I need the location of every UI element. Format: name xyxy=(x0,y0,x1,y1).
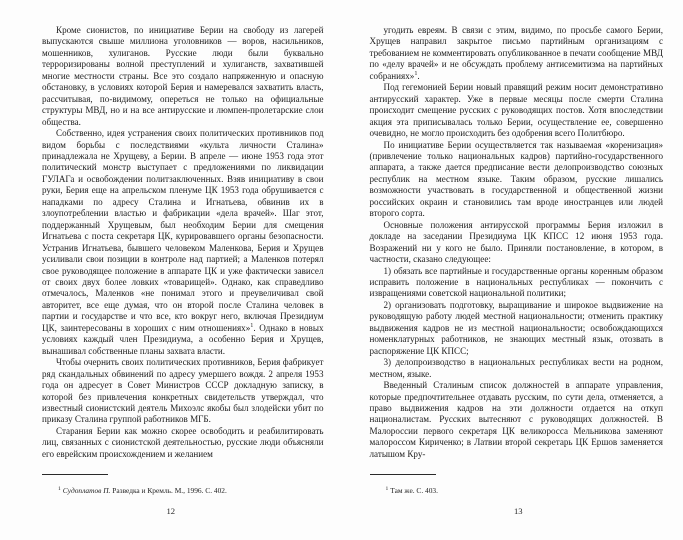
footnote-text xyxy=(58,486,227,495)
left-footnote-zone xyxy=(0,468,342,540)
paragraph: Основные положения антирусской программы Берия изложил в докладе на заседании Президиума ЦК КПСС 12 июня 1953 года. Возражений ни у кого не было. Приняли постановление, в котором, в частности, сказано следующее: xyxy=(369,219,663,265)
footnote-author: Судоплатов П. xyxy=(62,486,111,495)
paragraph: Чтобы очернить своих политических противников, Берия фабрикует ряд скандальных обвинений по адресу умершего вождя. 2 апреля 1953 года он адресует в Совет Министров СССР докладную записку, в которой без привлечения конкретных свидетельств утверждал, что известный сионистский деятель Михоэлс якобы был злодейски убит по приказу Сталина группой работников МГБ. xyxy=(42,357,324,425)
footnote-citation: Там же. С. 403. xyxy=(390,486,438,495)
footnote-citation: Разведка и Кремль. М., 1996. С. 402. xyxy=(110,486,227,495)
page-number: 13 xyxy=(513,506,523,516)
paragraph: угодить евреям. В связи с этим, видимо, по просьбе самого Берии, Хрущев направил закрытое письмо партийным организациям с требованием не комментировать опубликованное в печати сообщение МВД по «делу врачей» и не обсуждать проблему антисемитизма на партийных собраниях»$^1$. xyxy=(369,25,663,81)
footnote-separator-rule xyxy=(370,474,436,475)
right-footnote-zone xyxy=(342,468,683,540)
paragraph: 2) организовать подготовку, выращивание и широкое выдвижение на руководящую работу людей местной национальности; отменить практику выдвижения кадров не из местной национальности; освобождающихся номенклатурных работников, не знающих местный язык, отозвать в распоряжение ЦК КПСС; xyxy=(369,299,663,356)
footnote-marker: 1 xyxy=(58,485,61,492)
paragraph: Введенный Сталиным список должностей в аппарате управления, которые предпочтительнее отдавать русским, по сути дела, отменяется, а право выдвижения кадров на эти должности отдается на откуп националистам. Русских вытесняют с руководящих должностей. В Малороссии первого секретаря ЦК великоросса Мельникова заменяют малороссом Кириченко; в Латвии второй секретарь ЦК Ершов заменяется латышом Кру- xyxy=(369,380,663,459)
right-page-text-column xyxy=(370,25,664,460)
paragraph: Под гегемонией Берии новый правящий режим носит демонстративно антирусский характер. Уже в первые месяцы после смерти Сталина происходит смещение русских с руководящих постов. Хотя впоследствии акция эта приписывалась только Берии, осуществление ее, совершенно очевидно, не могло происходить без одобрения всего Политбюро. xyxy=(369,82,663,139)
page-number: 12 xyxy=(166,506,176,516)
paragraph: 1) обязать все партийные и государственные органы коренным образом исправить положение в национальных республиках — покончить с извращениями советской национальной политики; xyxy=(369,265,663,299)
footnote-marker: 1 xyxy=(385,485,389,492)
page-right xyxy=(342,0,683,540)
left-page-text-column xyxy=(42,25,324,460)
paragraph: Собственно, идея устранения своих политических противников под видом борьбы с последствиями «культа личности Сталина» принадлежала не Хрущеву, а Берии. В апреле — июне 1953 года этот политический монстр выступает с предложениями по ликвидации ГУЛАГа и освобождении политзаключенных. Взяв инициативу в свои руки, Берия еще на апрельском пленуме ЦК 1953 года обрушивается с нападками по адресу Сталина и Игнатьева, обвинив их в злоупотреблении властью и фабрикации «дела врачей». Шаг этот, поддержанный Хрущевым, был необходим Берии для смещения Игнатьева с поста секретаря ЦК, курировавшего органы безопасности. Устранив Игнатьева, бывшего человеком Маленкова, Берия и Хрущев усиливали свои позиции в контроле над партией; а Маленков потерял свое руководящее положение в аппарате ЦК и уже фактически зависел от своих двух более ловких «товарищей». Однако, как справедливо отмечалось, Маленков «не понимал этого и преувеличивал свой авторитет, все еще думая, что он второй после Сталина человек в партии и государстве и что все, кто вокруг него, включая Президиум ЦК, заинтересованы в хороших с ним отношениях»$^1$. Однако в новых условиях каждый член Президиума, а особенно Берия и Хрущев, вынашивал собственные планы захвата власти. xyxy=(42,128,324,356)
paragraph: 3) делопроизводство в национальных республиках вести на родном, местном, языке. xyxy=(369,357,663,379)
footnote-reference: 1 xyxy=(414,69,418,77)
footnote-reference: 1 xyxy=(250,321,254,329)
paragraph: Кроме сионистов, по инициативе Берии на свободу из лагерей выпускаются свыше миллиона уголовников — воров, насильников, мошенников, хулиганов. Русские люди были буквально терроризированы волной преступлений и хулиганств, захватившей многие местности страны. Все это создало напряженную и опасную обстановку, в условиях которой Берия и намеревался захватить власть, рассчитывая, по-видимому, опереться не только на официальные структуры МВД, но и на все антирусские и люмпен-пролетарские слои общества. xyxy=(42,25,324,127)
footnote-text xyxy=(386,486,438,495)
paragraph: Старания Берии как можно скорее освободить и реабилитировать лиц, связанных с сионистской деятельностью, русские люди объясняли его еврейским происхождением и желанием xyxy=(42,425,324,459)
paragraph: По инициативе Берии осуществляется так называемая «коренизация» (привлечение только национальных кадров) партийно-государственного аппарата, а также дается предписание вести делопроизводство союзных республик на местном языке. Таким образом, русские лишались возможности участвовать в государственной и общественной жизни российских окраин и становились там вроде иностранцев или людей второго сорта. xyxy=(369,139,663,219)
footnote-separator-rule xyxy=(42,474,108,475)
